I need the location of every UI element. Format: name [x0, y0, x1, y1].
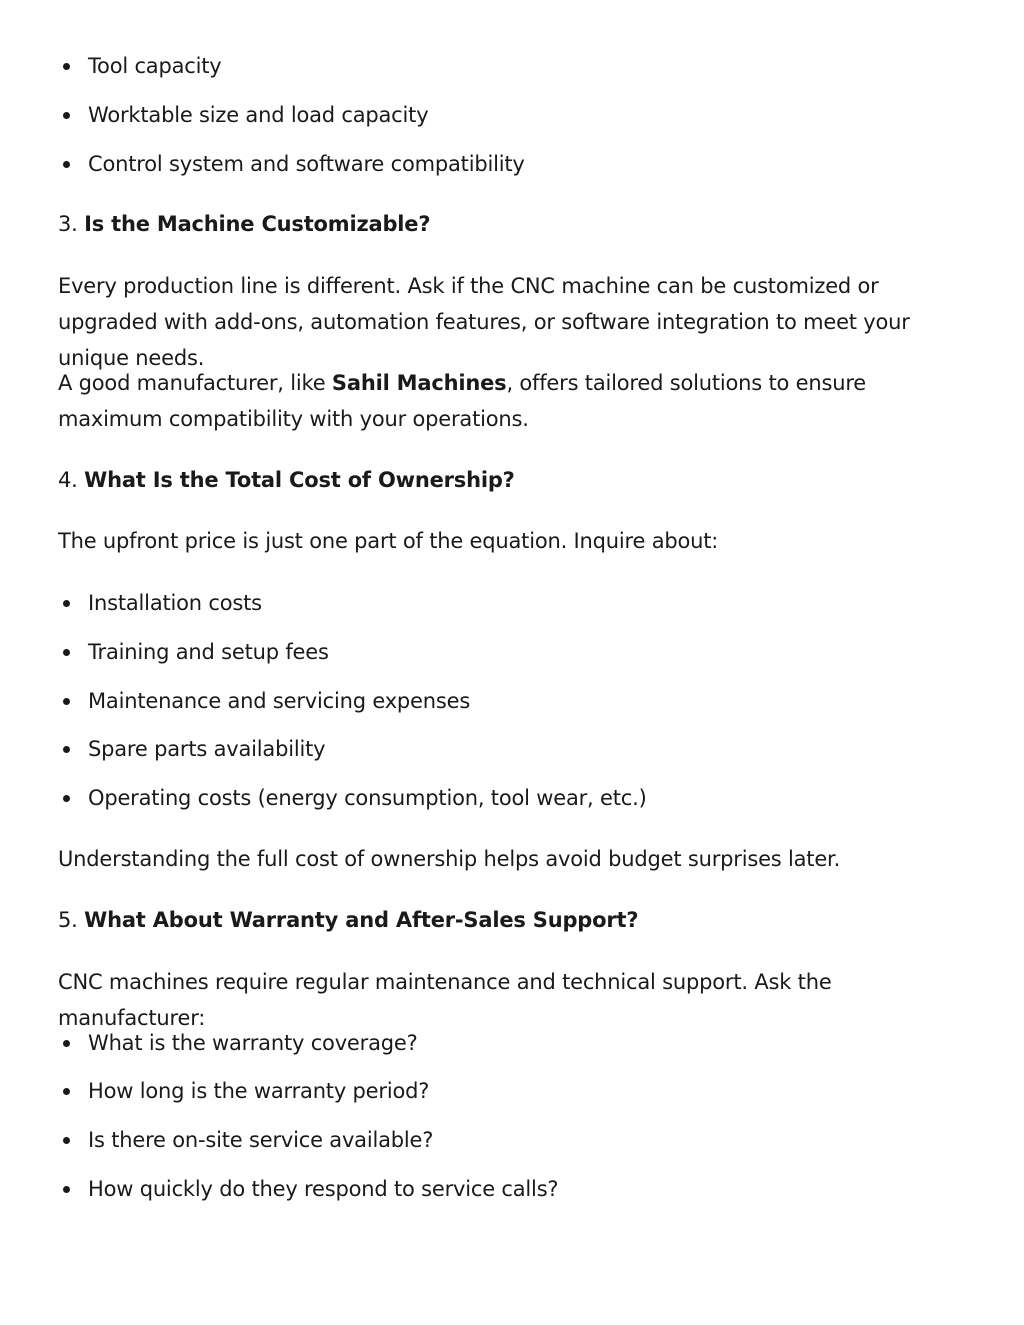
section-heading-3 — [58, 210, 430, 238]
bullet-icon — [63, 63, 70, 70]
section-number: 5. — [58, 908, 78, 932]
section-title: What About Warranty and After-Sales Support? — [84, 908, 639, 932]
section-number: 3. — [58, 212, 78, 236]
bullet-icon — [63, 649, 70, 656]
company-name: Sahil Machines — [331, 371, 507, 395]
bullet-icon — [63, 161, 70, 168]
list-item-text: Worktable size and load capacity — [88, 103, 429, 127]
paragraph: The upfront price is just one part of the equation. Inquire about: — [58, 529, 719, 553]
list-item-text: Installation costs — [88, 591, 262, 615]
bullet-icon — [63, 112, 70, 119]
list-item-text: Maintenance and servicing expenses — [88, 689, 471, 713]
list-item-text: How quickly do they respond to service calls? — [88, 1177, 559, 1201]
list-item-text: Spare parts availability — [88, 737, 326, 761]
list-item-text: How long is the warranty period? — [88, 1079, 430, 1103]
bullet-icon — [63, 1186, 70, 1193]
bullet-icon — [63, 795, 70, 802]
section-title: Is the Machine Customizable? — [84, 212, 431, 236]
paragraph: CNC machines require regular maintenance and technical support. Ask the manufacturer: — [58, 970, 832, 1030]
list-item-text: What is the warranty coverage? — [88, 1031, 418, 1055]
paragraph: Understanding the full cost of ownership helps avoid budget surprises later. — [58, 847, 841, 871]
list-item-text: Tool capacity — [88, 54, 222, 78]
paragraph-text: A good manufacturer, like — [58, 371, 332, 395]
list-item-text: Training and setup fees — [88, 640, 329, 664]
bullet-icon — [63, 1040, 70, 1047]
list-item-text: Is there on-site service available? — [88, 1128, 434, 1152]
paragraph-text: , offers tailored solutions to ensure maximum compatibility with your operations. — [58, 371, 867, 431]
paragraph — [58, 365, 968, 437]
bullet-icon — [63, 698, 70, 705]
list-item-text: Operating costs (energy consumption, tool wear, etc.) — [88, 786, 647, 810]
bullet-icon — [63, 600, 70, 607]
section-title: What Is the Total Cost of Ownership? — [84, 468, 515, 492]
bullet-icon — [63, 1088, 70, 1095]
section-heading-5 — [58, 906, 638, 934]
paragraph: Every production line is different. Ask if the CNC machine can be customized or upgraded with add-ons, automation features, or software integration to meet your unique needs. — [58, 274, 910, 370]
section-heading-4 — [58, 466, 515, 494]
list-item-text: Control system and software compatibility — [88, 152, 525, 176]
bullet-icon — [63, 1137, 70, 1144]
bullet-icon — [63, 746, 70, 753]
section-number: 4. — [58, 468, 78, 492]
